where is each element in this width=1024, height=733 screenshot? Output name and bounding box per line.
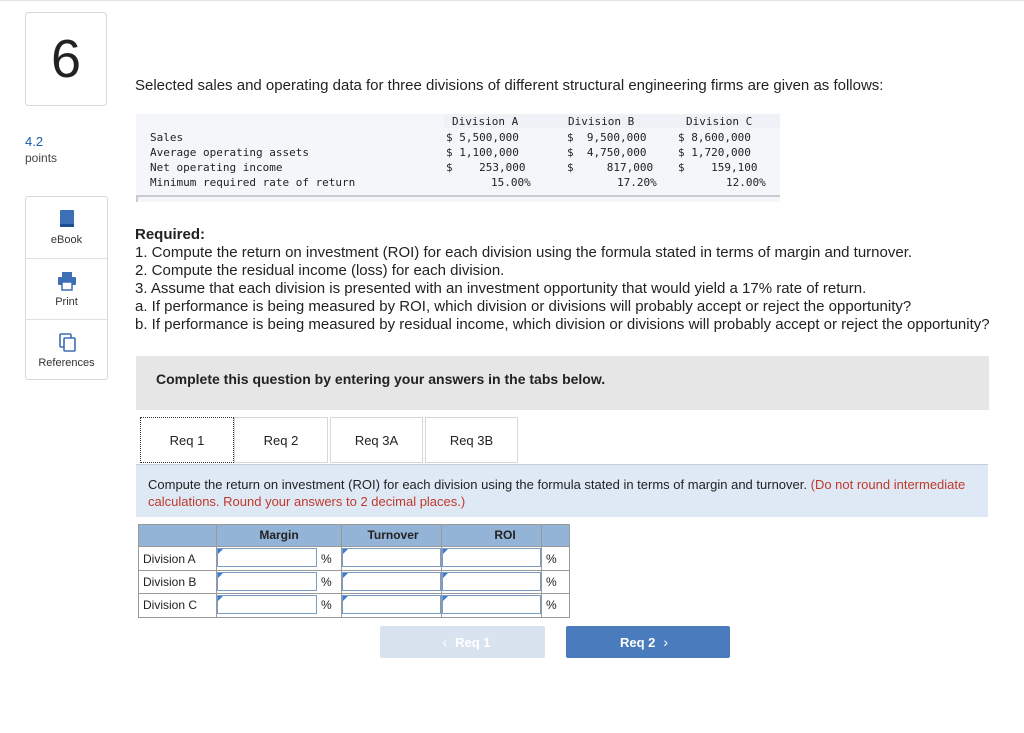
instruction-main: Compute the return on investment (ROI) for each division using the formula stated in terms of margin and turnover. — [148, 477, 807, 492]
header-margin: Margin — [259, 528, 299, 542]
cell-c: $ 8,600,000 — [678, 131, 751, 144]
cell-a: $ 5,500,000 — [446, 131, 519, 144]
grid-line — [139, 546, 569, 547]
table-bottom-border — [136, 195, 780, 197]
grid-line — [541, 525, 542, 617]
required-line: 1. Compute the return on investment (ROI) for each division using the formula stated in terms of margin and turnover. — [135, 244, 913, 261]
division-data-table — [136, 114, 780, 202]
required-line: a. If performance is being measured by ROI, which division or divisions will probably accept or reject the opportunity? — [135, 298, 912, 315]
margin-input-division-b[interactable] — [217, 572, 317, 591]
row-label: Minimum required rate of return — [150, 176, 356, 189]
printer-icon — [57, 271, 77, 291]
cell-a: 15.00% — [491, 176, 531, 189]
cell-c: $ 1,720,000 — [678, 146, 751, 159]
grid-line — [139, 593, 569, 594]
prev-req-label: Req 1 — [455, 634, 491, 650]
required-line: 3. Assume that each division is presented with an investment opportunity that would yield a 17% rate of return. — [135, 280, 867, 297]
percent-sign: % — [546, 575, 557, 589]
instruction-text — [148, 476, 978, 510]
ebook-label: eBook — [50, 234, 83, 246]
roi-input-division-a[interactable] — [442, 548, 541, 567]
header-division-b: Division B — [568, 115, 635, 128]
cell-b: $ 9,500,000 — [567, 131, 647, 144]
top-divider — [0, 0, 1024, 1]
required-title: Required: — [135, 226, 206, 243]
margin-input-division-c[interactable] — [217, 595, 317, 614]
row-label-division-c: Division C — [143, 598, 198, 612]
tab-instruction — [136, 464, 988, 517]
references-label: References — [38, 357, 95, 369]
sidebar-tools — [25, 196, 108, 380]
cell-b: 17.20% — [617, 176, 657, 189]
percent-sign: % — [321, 552, 332, 566]
next-req-label: Req 2 — [619, 634, 656, 650]
cell-c: 12.00% — [726, 176, 766, 189]
tab-req-1[interactable]: Req 1 — [140, 417, 234, 463]
chevron-left-icon: ‹ — [442, 634, 448, 650]
required-line: b. If performance is being measured by residual income, which division or divisions will probably accept or reject the opportunity? — [135, 316, 990, 333]
instruction-note: (Do not round intermediate calculations. Round your answers to 2 decimal places.) — [148, 477, 966, 509]
row-label: Sales — [150, 131, 184, 144]
percent-sign: % — [321, 598, 332, 612]
intro-text: Selected sales and operating data for three divisions of different structural engineering firms are given as follows: — [135, 77, 884, 94]
header-division-a: Division A — [452, 115, 519, 128]
points-label: points — [25, 151, 58, 165]
tab-req-3b[interactable]: Req 3B — [425, 417, 518, 463]
print-button[interactable] — [26, 259, 107, 319]
percent-sign: % — [321, 575, 332, 589]
row-label-division-b: Division B — [143, 575, 197, 589]
turnover-input-division-b[interactable] — [342, 572, 441, 591]
answer-table — [138, 524, 570, 618]
cell-b: $ 817,000 — [567, 161, 654, 174]
table-left-tick — [136, 195, 138, 202]
roi-input-division-c[interactable] — [442, 595, 541, 614]
percent-sign: % — [546, 598, 557, 612]
cell-a: $ 253,000 — [446, 161, 526, 174]
instruction-banner — [136, 356, 989, 410]
roi-input-division-b[interactable] — [442, 572, 541, 591]
header-turnover: Turnover — [367, 528, 419, 542]
header-roi: ROI — [494, 528, 516, 542]
cell-b: $ 4,750,000 — [567, 146, 647, 159]
ebook-button[interactable] — [26, 197, 107, 257]
margin-input-division-a[interactable] — [217, 548, 317, 567]
grid-line — [139, 570, 569, 571]
cell-a: $ 1,100,000 — [446, 146, 519, 159]
percent-sign: % — [546, 552, 557, 566]
tab-req-3a[interactable]: Req 3A — [330, 417, 423, 463]
header-division-c: Division C — [686, 115, 753, 128]
required-line: 2. Compute the residual income (loss) for each division. — [135, 262, 505, 279]
points-value: 4.2 — [25, 134, 44, 149]
book-icon — [57, 209, 77, 229]
cell-c: $ 159,100 — [678, 161, 758, 174]
references-button[interactable] — [26, 320, 107, 380]
print-label: Print — [55, 296, 78, 308]
row-label: Average operating assets — [150, 146, 309, 159]
next-req-button[interactable] — [566, 626, 730, 658]
row-label: Net operating income — [150, 161, 283, 174]
documents-icon — [57, 332, 77, 352]
required-section — [135, 226, 990, 334]
turnover-input-division-c[interactable] — [342, 595, 441, 614]
turnover-input-division-a[interactable] — [342, 548, 441, 567]
banner-text: Complete this question by entering your answers in the tabs below. — [156, 371, 606, 387]
row-label-division-a: Division A — [143, 552, 196, 566]
chevron-right-icon: › — [663, 634, 669, 650]
question-number: 6 — [25, 12, 107, 106]
tab-req-2[interactable]: Req 2 — [234, 417, 328, 463]
prev-req-button[interactable] — [380, 626, 545, 658]
